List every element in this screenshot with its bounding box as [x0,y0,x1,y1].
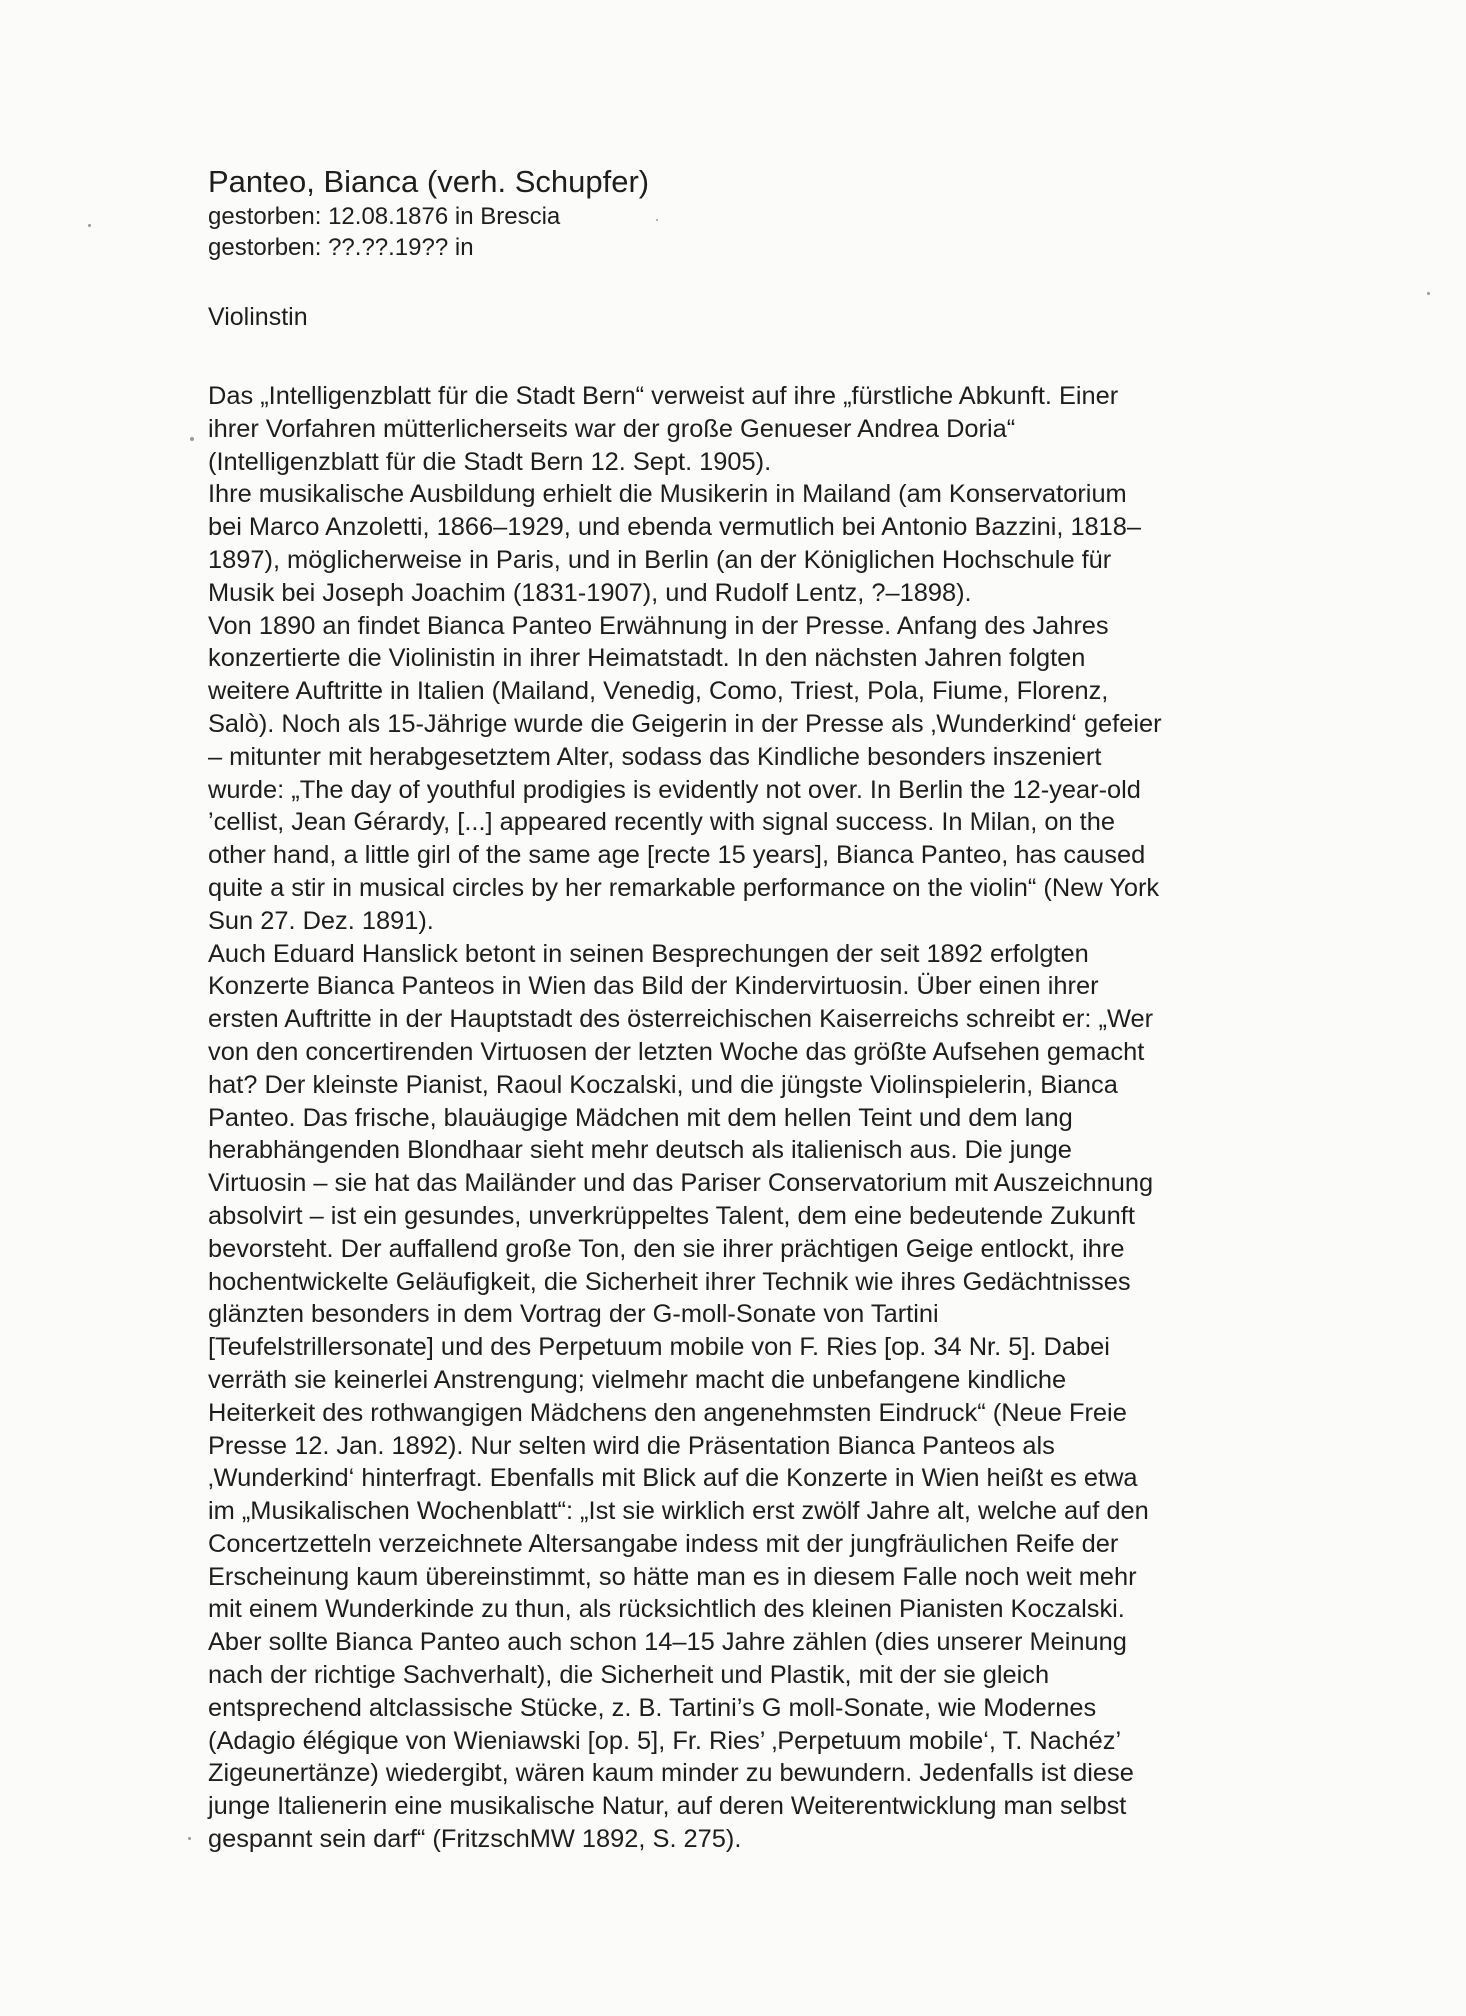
occupation-label: Violinstin [208,303,308,331]
text-line: absolvirt – ist ein gesundes, unverkrüppeltes Talent, dem eine bedeutende Zukunft [208,1201,1135,1230]
person-name-heading: Panteo, Bianca (verh. Schupfer) [208,164,650,199]
text-line: Konzerte Bianca Panteos in Wien das Bild der Kindervirtuosin. Über einen ihrer [208,972,1099,1001]
text-line: bevorsteht. Der auffallend große Ton, den sie ihrer prächtigen Geige entlockt, ihre [208,1234,1125,1263]
death-date-line: gestorben: ??.??.19?? in [208,234,474,261]
text-line: ersten Auftritte in der Hauptstadt des österreichischen Kaiserreichs schreibt er: „Wer [208,1005,1154,1034]
document-content [208,163,1288,1856]
scan-speck [88,224,91,227]
text-line: Aber sollte Bianca Panteo auch schon 14–15 Jahre zählen (dies unserer Meinung [208,1628,1127,1657]
scan-speck [190,437,194,441]
text-line: hat? Der kleinste Pianist, Raoul Koczalski, und die jüngste Violinspielerin, Bianca [208,1070,1118,1099]
text-line: junge Italienerin eine musikalische Natur, auf deren Weiterentwicklung man selbst [208,1792,1127,1821]
text-line: ‚Wunderkind‘ hinterfragt. Ebenfalls mit Blick auf die Konzerte in Wien heißt es etwa [208,1464,1138,1493]
text-line: bei Marco Anzoletti, 1866–1929, und ebenda vermutlich bei Antonio Bazzini, 1818– [208,513,1142,542]
text-line: wurde: „The day of youthful prodigies is evidently not over. In Berlin the 12-year-old [208,775,1141,804]
text-line: hochentwickelte Geläufigkeit, die Sicherheit ihrer Technik wie ihres Gedächtnisses [208,1267,1131,1296]
text-line: im „Musikalischen Wochenblatt“: „Ist sie wirklich erst zwölf Jahre alt, welche auf den [208,1497,1149,1526]
text-line: mit einem Wunderkinde zu thun, als rücksichtlich des kleinen Pianisten Koczalski. [208,1595,1125,1624]
text-line: ’cellist, Jean Gérardy, [...] appeared recently with signal success. In Milan, on the [208,808,1115,837]
text-line: herabhängenden Blondhaar sieht mehr deutsch als italienisch aus. Die junge [208,1136,1072,1165]
text-line: Das „Intelligenzblatt für die Stadt Bern“ verweist auf ihre „fürstliche Abkunft. Einer [208,382,1119,410]
text-line: Auch Eduard Hanslick betont in seinen Besprechungen der seit 1892 erfolgten [208,939,1089,968]
text-line: von den concertirenden Virtuosen der letzten Woche das größte Aufsehen gemacht [208,1037,1145,1066]
biography-text [208,380,1288,1856]
scan-speck [188,1837,191,1840]
text-line: Salò). Noch als 15-Jährige wurde die Geigerin in der Presse als ‚Wunderkind‘ gefeier [208,709,1162,738]
text-line: other hand, a little girl of the same age [recte 15 years], Bianca Panteo, has caused [208,841,1146,870]
text-line: 1897), möglicherweise in Paris, und in Berlin (an der Königlichen Hochschule für [208,545,1112,574]
text-line: konzertierte die Violinistin in ihrer Heimatstadt. In den nächsten Jahren folgten [208,644,1086,673]
text-line: Concertzetteln verzeichnete Altersangabe indess mit der jungfräulichen Reife der [208,1529,1119,1558]
text-line: Panteo. Das frische, blauäugige Mädchen mit dem hellen Teint und dem lang [208,1103,1073,1132]
text-line: Zigeunertänze) wiedergibt, wären kaum minder zu bewundern. Jedenfalls ist diese [208,1759,1134,1788]
text-line: (Adagio élégique von Wieniawski [op. 5], Fr. Ries’ ‚Perpetuum mobile‘, T. Nachéz’ [208,1726,1122,1755]
text-line: verräth sie keinerlei Anstrengung; vielmehr macht die unbefangene kindliche [208,1365,1067,1394]
text-line: nach der richtige Sachverhalt), die Sicherheit und Plastik, mit der sie gleich [208,1661,1050,1690]
text-line: Sun 27. Dez. 1891). [208,906,434,935]
text-line: ihrer Vorfahren mütterlicherseits war der große Genueser Andrea Doria“ [208,414,1016,443]
text-line: Erscheinung kaum übereinstimmt, so hätte man es in diesem Falle noch weit mehr [208,1562,1137,1591]
text-line: (Intelligenzblatt für die Stadt Bern 12. Sept. 1905). [208,447,772,476]
birth-date-line: gestorben: 12.08.1876 in Brescia [208,203,561,230]
text-line: – mitunter mit herabgesetztem Alter, sodass das Kindliche besonders inszeniert [208,742,1102,771]
text-line: Von 1890 an findet Bianca Panteo Erwähnung in der Presse. Anfang des Jahres [208,611,1109,640]
text-line: entsprechend altclassische Stücke, z. B. Tartini’s G moll-Sonate, wie Modernes [208,1693,1097,1722]
text-line: Presse 12. Jan. 1892). Nur selten wird die Präsentation Bianca Panteos als [208,1431,1055,1460]
text-line: Heiterkeit des rothwangigen Mädchens den angenehmsten Eindruck“ (Neue Freie [208,1398,1127,1427]
text-line: quite a stir in musical circles by her remarkable performance on the violin“ (New York [208,873,1160,902]
text-line: Musik bei Joseph Joachim (1831-1907), und Rudolf Lentz, ?–1898). [208,578,972,607]
text-line: Virtuosin – sie hat das Mailänder und das Pariser Conservatorium mit Auszeichnung [208,1169,1154,1198]
text-line: gespannt sein darf“ (FritzschMW 1892, S. 275). [208,1825,742,1854]
text-line: glänzten besonders in dem Vortrag der G-moll-Sonate von Tartini [208,1300,939,1329]
text-line: weitere Auftritte in Italien (Mailand, Venedig, Como, Triest, Pola, Fiume, Florenz, [208,677,1109,706]
text-line: [Teufelstrillersonate] und des Perpetuum mobile von F. Ries [op. 34 Nr. 5]. Dabei [208,1333,1110,1362]
text-line: Ihre musikalische Ausbildung erhielt die Musikerin in Mailand (am Konservatorium [208,480,1127,509]
scan-speck [1427,292,1430,295]
